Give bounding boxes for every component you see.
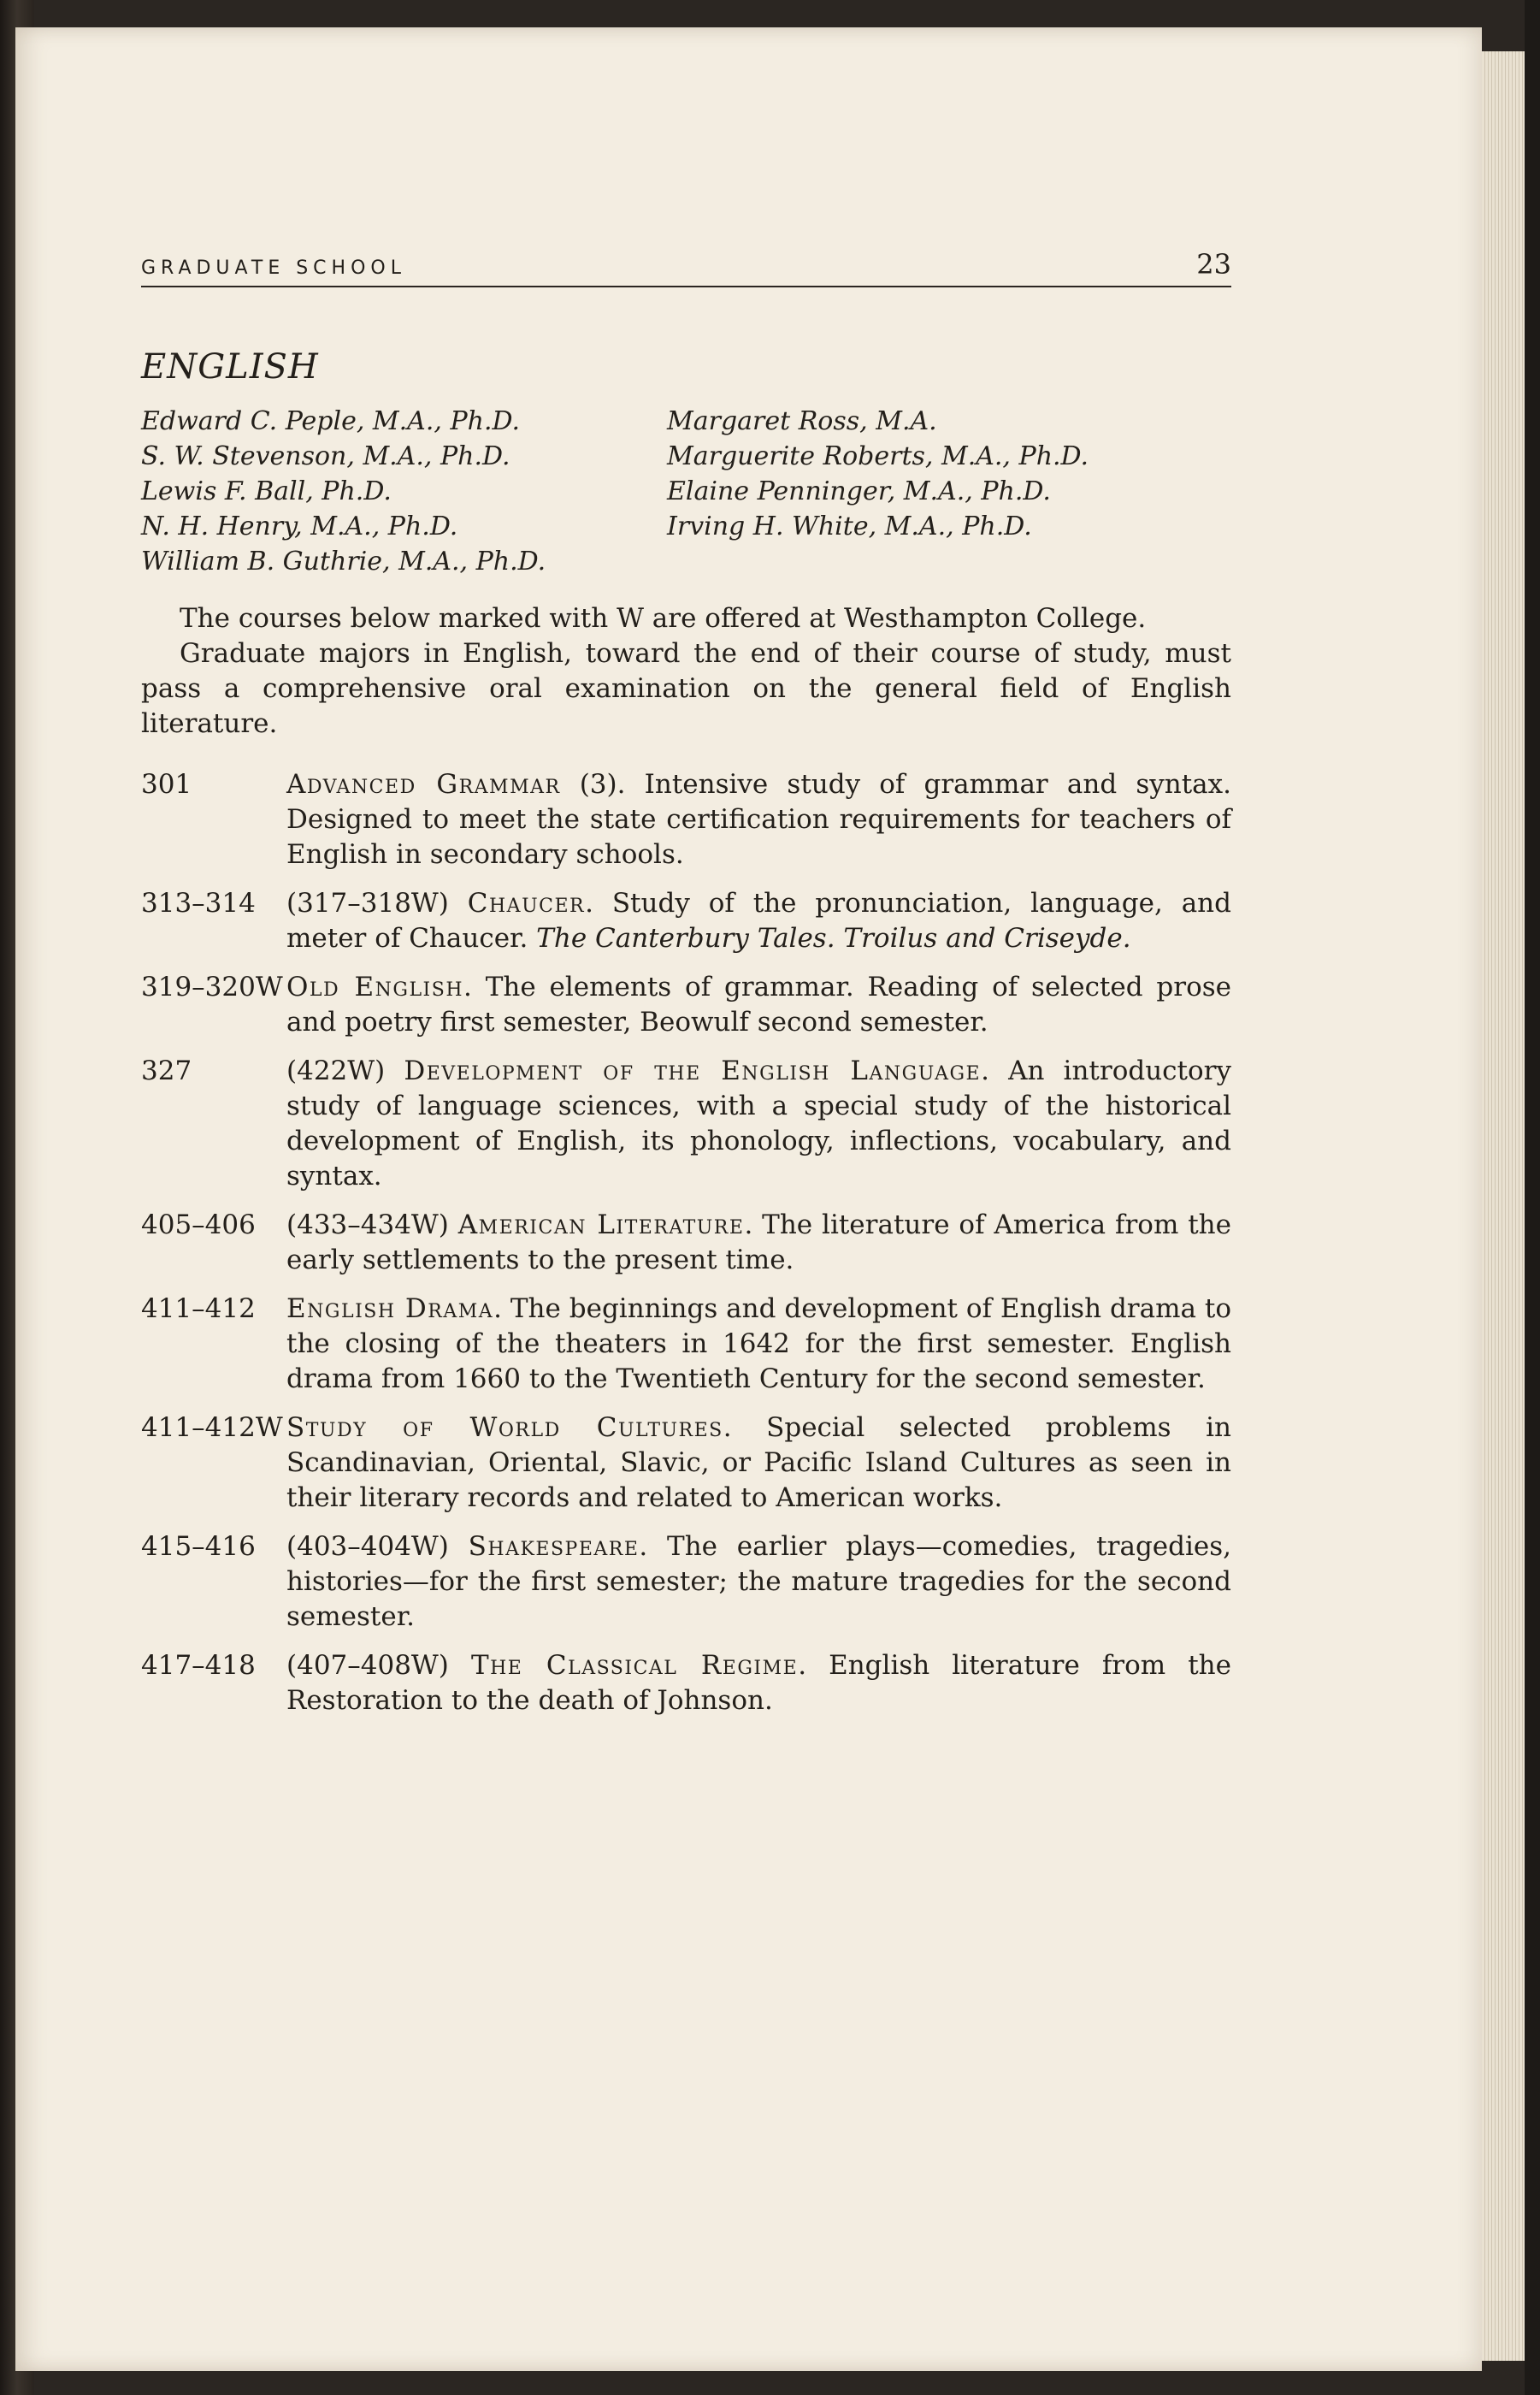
course-credits: . (798, 1650, 807, 1681)
faculty-member: Irving H. White, M.A., Ph.D. (667, 512, 1032, 541)
course-title: English Drama (286, 1293, 494, 1324)
course-number: 415–416 (141, 1531, 256, 1562)
faculty-member: N. H. Henry, M.A., Ph.D. (141, 512, 458, 541)
course-number: 417–418 (141, 1650, 256, 1681)
course-description (286, 886, 1231, 956)
course-description (286, 1648, 1231, 1718)
course-number: 405–406 (141, 1209, 256, 1240)
course-text: An introductory study of language sciences, with a special study of the historical development of English, its phonology, inflections, vocabulary, and syntax. (286, 1056, 1231, 1192)
course-credits: . (744, 1209, 753, 1240)
course-entry (141, 767, 1231, 872)
course-text: Study of the pronunciation, language, and meter of Chaucer. (286, 888, 1231, 954)
course-entry (141, 970, 1231, 1040)
faculty-member: Lewis F. Ball, Ph.D. (141, 476, 392, 506)
course-text: The elements of grammar. Reading of selected prose and poetry first semester, Beowulf second semester. (286, 972, 1231, 1038)
course-credits: . (723, 1412, 732, 1443)
course-text: Intensive study of grammar and syntax. Designed to meet the state certification requirements for teachers of English in secondary schools. (286, 769, 1231, 870)
faculty-column-left (141, 404, 667, 579)
course-credits: . (585, 888, 593, 919)
page-number: 23 (1196, 248, 1231, 281)
course-credits: (3). (560, 769, 626, 800)
faculty-member: Marguerite Roberts, M.A., Ph.D. (667, 441, 1089, 471)
course-title: Shakespeare (468, 1531, 640, 1562)
course-title: The Classical Regime (470, 1650, 799, 1681)
course-entry (141, 1208, 1231, 1278)
running-head-title: GRADUATE SCHOOL (141, 257, 406, 279)
course-title: Old English (286, 972, 464, 1002)
course-number: 327 (141, 1056, 192, 1086)
course-title: Development of the English Language (404, 1056, 982, 1086)
course-credits: . (639, 1531, 648, 1562)
course-credits: . (463, 972, 472, 1002)
course-title: Advanced Grammar (286, 769, 561, 800)
course-text: The literature of America from the early settlements to the present time. (286, 1209, 1231, 1275)
course-text: The beginnings and development of English drama to the closing of the theaters in 1642 for the first semester. English drama from 1660 to the Twentieth Century for the second semester. (286, 1293, 1231, 1394)
course-description (286, 1410, 1231, 1516)
course-entry (141, 1410, 1231, 1516)
course-alt-number: (433–434W) (286, 1209, 458, 1240)
course-number: 411–412W (141, 1412, 283, 1443)
course-entry (141, 886, 1231, 956)
course-alt-number: (403–404W) (286, 1531, 469, 1562)
course-entry (141, 1529, 1231, 1635)
course-entry (141, 1054, 1231, 1194)
intro-paragraph: The courses below marked with W are offered at Westhampton College. (180, 603, 1147, 634)
course-text: Special selected problems in Scandinavian, Oriental, Slavic, or Pacific Island Cultures as seen in their literary records and related to American works. (286, 1412, 1231, 1513)
faculty-column-right (667, 404, 1231, 579)
course-credits: . (981, 1056, 989, 1086)
faculty-list (141, 404, 1231, 579)
course-number: 313–314 (141, 888, 256, 919)
course-number: 301 (141, 769, 192, 800)
page-edges (1482, 51, 1525, 2361)
course-text: The earlier plays—comedies, tragedies, histories—for the first semester; the mature tragedies for the second semester. (286, 1531, 1231, 1632)
course-description (286, 767, 1231, 872)
page-content (141, 248, 1231, 1732)
running-head (141, 248, 1231, 287)
course-title: Chaucer (467, 888, 586, 919)
faculty-member: Edward C. Peple, M.A., Ph.D. (141, 406, 521, 436)
faculty-member: S. W. Stevenson, M.A., Ph.D. (141, 441, 510, 471)
course-entry (141, 1292, 1231, 1397)
course-text: English literature from the Restoration to the death of Johnson. (286, 1650, 1231, 1716)
course-alt-number: (407–408W) (286, 1650, 471, 1681)
course-text-italic: The Canterbury Tales. Troilus and Criseyde. (536, 923, 1131, 954)
course-description (286, 1529, 1231, 1635)
intro-text (141, 601, 1231, 742)
course-entry (141, 1648, 1231, 1718)
course-alt-number: (422W) (286, 1056, 404, 1086)
department-title: ENGLISH (141, 347, 319, 387)
course-title: American Literature (457, 1209, 745, 1240)
course-list (141, 767, 1231, 1718)
course-description (286, 970, 1231, 1040)
course-number: 319–320W (141, 972, 283, 1002)
course-description (286, 1054, 1231, 1194)
intro-paragraph: Graduate majors in English, toward the end of their course of study, must pass a comprehensive oral examination on the general field of English literature. (141, 638, 1231, 739)
course-alt-number: (317–318W) (286, 888, 468, 919)
course-title: Study of World Cultures (286, 1412, 723, 1443)
course-credits: . (493, 1293, 502, 1324)
course-number: 411–412 (141, 1293, 256, 1324)
faculty-member: Margaret Ross, M.A. (667, 406, 937, 436)
faculty-member: Elaine Penninger, M.A., Ph.D. (667, 476, 1051, 506)
cover-edge (1525, 0, 1540, 2395)
faculty-member: William B. Guthrie, M.A., Ph.D. (141, 547, 546, 577)
course-description (286, 1292, 1231, 1397)
course-description (286, 1208, 1231, 1278)
